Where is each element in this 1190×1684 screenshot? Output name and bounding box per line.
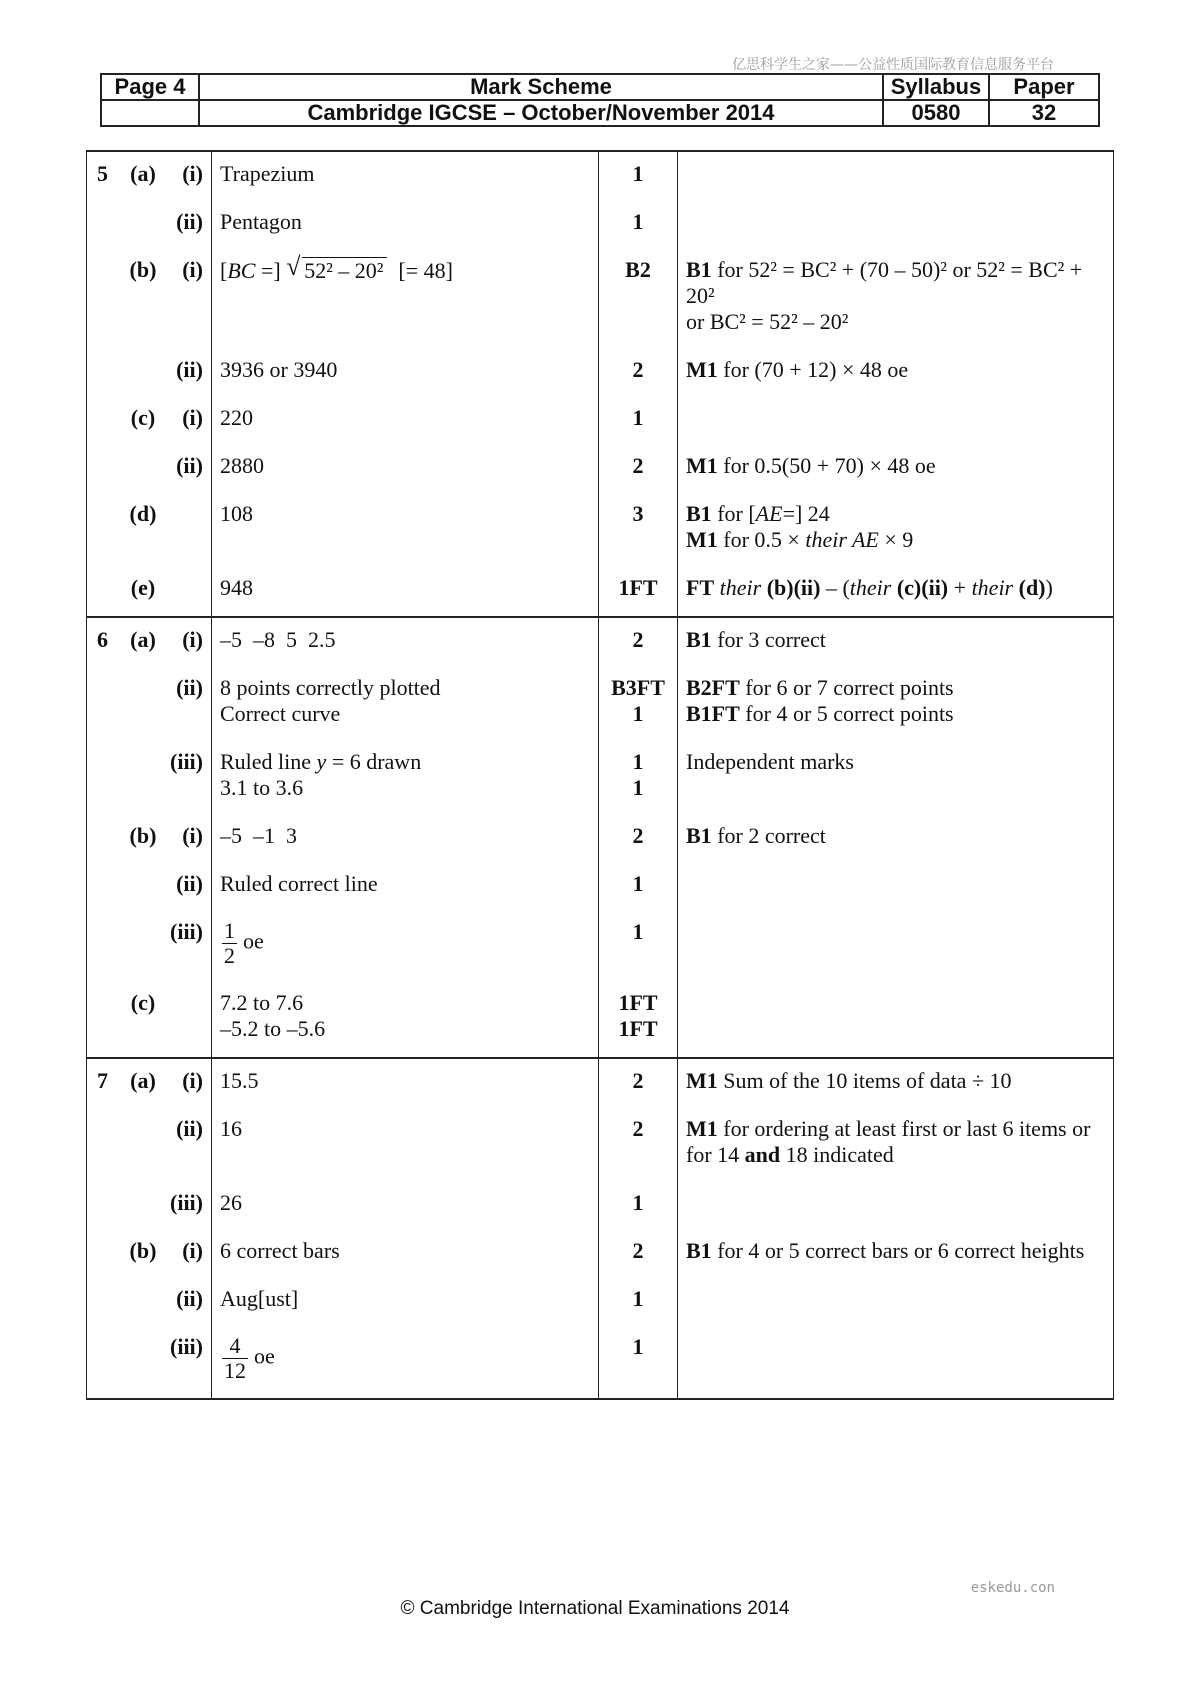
guidance-cell: B2FT for 6 or 7 correct points B1FT for 4 or 5 correct points — [678, 675, 1114, 749]
answer-cell: Ruled correct line — [212, 871, 599, 919]
answer-cell: 7.2 to 7.6 –5.2 to –5.6 — [212, 990, 599, 1058]
question-number: 7 — [87, 1058, 122, 1116]
table-row — [87, 357, 1114, 405]
table-row — [87, 990, 1114, 1058]
part-label: (a) — [121, 617, 165, 675]
mark-cell: 1 — [599, 405, 678, 453]
mark-cell: 1 — [599, 1190, 678, 1238]
guidance-cell: B1 for 3 correct — [678, 617, 1114, 675]
mark-cell: 2 — [599, 823, 678, 871]
header-table — [100, 73, 1100, 127]
answer-cell: 108 — [212, 501, 599, 575]
guidance-cell: M1 for (70 + 12) × 48 oe — [678, 357, 1114, 405]
subpart-label: (i) — [165, 617, 212, 675]
guidance-cell: M1 for 0.5(50 + 70) × 48 oe — [678, 453, 1114, 501]
mark-scheme-table — [86, 150, 1114, 1400]
question-number: 6 — [87, 617, 122, 675]
mark-cell: 1 — [599, 209, 678, 257]
guidance-cell: B1 for 2 correct — [678, 823, 1114, 871]
subpart-label: (ii) — [165, 453, 212, 501]
table-row — [87, 871, 1114, 919]
header-title: Mark Scheme — [199, 74, 883, 100]
syllabus-value: 0580 — [883, 100, 989, 126]
answer-cell: –5 –1 3 — [212, 823, 599, 871]
subpart-label: (ii) — [165, 209, 212, 257]
guidance-cell: B1 for 52² = BC² + (70 – 50)² or 52² = BC² + 20² or BC² = 52² – 20² — [678, 257, 1114, 357]
mark-cell: 2 — [599, 1058, 678, 1116]
part-label: (b) — [129, 823, 157, 848]
table-row — [87, 823, 1114, 871]
answer-cell: –5 –8 5 2.5 — [212, 617, 599, 675]
fraction: $\frac{4}{12}$ — [224, 1333, 246, 1383]
part-label: (b) — [129, 257, 157, 282]
subpart-label: (i) — [165, 257, 212, 357]
guidance-cell: B1 for [AE=] 24 M1 for 0.5 × their AE × 9 — [678, 501, 1114, 575]
header-subtitle: Cambridge IGCSE – October/November 2014 — [199, 100, 883, 126]
answer-cell: 220 — [212, 405, 599, 453]
answer-cell: 2880 — [212, 453, 599, 501]
answer-cell: Trapezium — [212, 151, 599, 209]
part-label: (d) — [129, 501, 157, 526]
answer-cell: 8 points correctly plotted Correct curve — [212, 675, 599, 749]
answer-cell: 15.5 — [212, 1058, 599, 1116]
mark-cell: B2 — [599, 257, 678, 357]
answer-cell: 948 — [212, 575, 599, 617]
mark-cell: 1 — [599, 871, 678, 919]
subpart-label: (ii) — [165, 1116, 212, 1190]
table-row — [87, 1286, 1114, 1334]
answer-cell: 3936 or 3940 — [212, 357, 599, 405]
table-row — [87, 453, 1114, 501]
table-row — [87, 501, 1114, 575]
part-label: (e) — [121, 575, 165, 617]
table-row — [87, 1238, 1114, 1286]
table-row — [87, 575, 1114, 617]
subpart-label: (iii) — [165, 1190, 212, 1238]
mark-cell: 2 — [599, 453, 678, 501]
mark-cell: 1 — [599, 151, 678, 209]
table-row — [87, 749, 1114, 823]
table-row — [87, 1116, 1114, 1190]
subpart-label: (ii) — [165, 1286, 212, 1334]
answer-cell: 16 — [212, 1116, 599, 1190]
subpart-label: (ii) — [165, 357, 212, 405]
answer-cell: Aug[ust] — [212, 1286, 599, 1334]
subpart-label: (i) — [165, 1238, 212, 1286]
mark-cell: 1FT — [599, 575, 678, 617]
subpart-label: (i) — [165, 405, 212, 453]
table-row — [87, 209, 1114, 257]
guidance-cell — [678, 151, 1114, 209]
mark-cell: 1 — [599, 1286, 678, 1334]
subpart-label: (i) — [165, 1058, 212, 1116]
answer-cell: $\frac{4}{12}$ oe — [212, 1334, 599, 1399]
part-label: (b) — [129, 1238, 157, 1263]
guidance-cell: Independent marks — [678, 749, 1114, 823]
table-row — [87, 257, 1114, 357]
page-label: Page 4 — [101, 74, 199, 100]
guidance-cell: B1 for 4 or 5 correct bars or 6 correct heights — [678, 1238, 1114, 1286]
mark-cell: 2 — [599, 1116, 678, 1190]
mark-cell: 2 — [599, 357, 678, 405]
copyright-footer: © Cambridge International Examinations 2014 — [400, 1598, 790, 1619]
page-blank — [101, 100, 199, 126]
mark-cell: 1 1 — [599, 749, 678, 823]
subpart-label: (iii) — [165, 919, 212, 990]
answer-cell: Ruled line y = 6 drawn 3.1 to 3.6 — [212, 749, 599, 823]
fraction: $\frac{1}{2}$ — [224, 918, 235, 968]
table-row — [87, 919, 1114, 990]
part-label: (c) — [121, 990, 165, 1058]
subpart-label: (ii) — [165, 871, 212, 919]
mark-cell: B3FT 1 — [599, 675, 678, 749]
table-row — [87, 1190, 1114, 1238]
bottom-watermark: eskedu.con — [970, 1580, 1055, 1596]
guidance-cell: FT their (b)(ii) – (their (c)(ii) + their (d)) — [678, 575, 1114, 617]
table-row — [87, 151, 1114, 209]
table-row — [87, 617, 1114, 675]
subpart-label: (ii) — [165, 675, 212, 749]
guidance-cell: M1 for ordering at least first or last 6 items or for 14 and 18 indicated — [678, 1116, 1114, 1190]
table-row — [87, 675, 1114, 749]
top-watermark: 亿思科学生之家——公益性质国际教育信息服务平台 — [732, 57, 1054, 73]
part-label: (a) — [121, 151, 165, 209]
table-row — [87, 1058, 1114, 1116]
answer-cell: [BC =] √ 52² – 20² [= 48] — [212, 257, 599, 357]
table-row — [87, 405, 1114, 453]
question-number: 5 — [87, 151, 122, 209]
part-label: (c) — [130, 405, 156, 430]
subpart-label: (iii) — [165, 749, 212, 823]
table-row — [87, 1334, 1114, 1399]
mark-cell: 1 — [599, 919, 678, 990]
mark-cell: 1FT 1FT — [599, 990, 678, 1058]
paper-label: Paper — [989, 74, 1099, 100]
mark-cell: 2 — [599, 617, 678, 675]
mark-cell: 1 — [599, 1334, 678, 1399]
subpart-label: (i) — [165, 823, 212, 871]
answer-cell: 6 correct bars — [212, 1238, 599, 1286]
mark-cell: 3 — [599, 501, 678, 575]
answer-cell: 26 — [212, 1190, 599, 1238]
square-root: √ 52² – 20² — [302, 257, 387, 284]
paper-value: 32 — [989, 100, 1099, 126]
subpart-label: (iii) — [165, 1334, 212, 1399]
syllabus-label: Syllabus — [883, 74, 989, 100]
subpart-label: (i) — [165, 151, 212, 209]
guidance-cell: M1 Sum of the 10 items of data ÷ 10 — [678, 1058, 1114, 1116]
part-label: (a) — [121, 1058, 165, 1116]
answer-cell: $\frac{1}{2}$ oe — [212, 919, 599, 990]
mark-cell: 2 — [599, 1238, 678, 1286]
answer-cell: Pentagon — [212, 209, 599, 257]
